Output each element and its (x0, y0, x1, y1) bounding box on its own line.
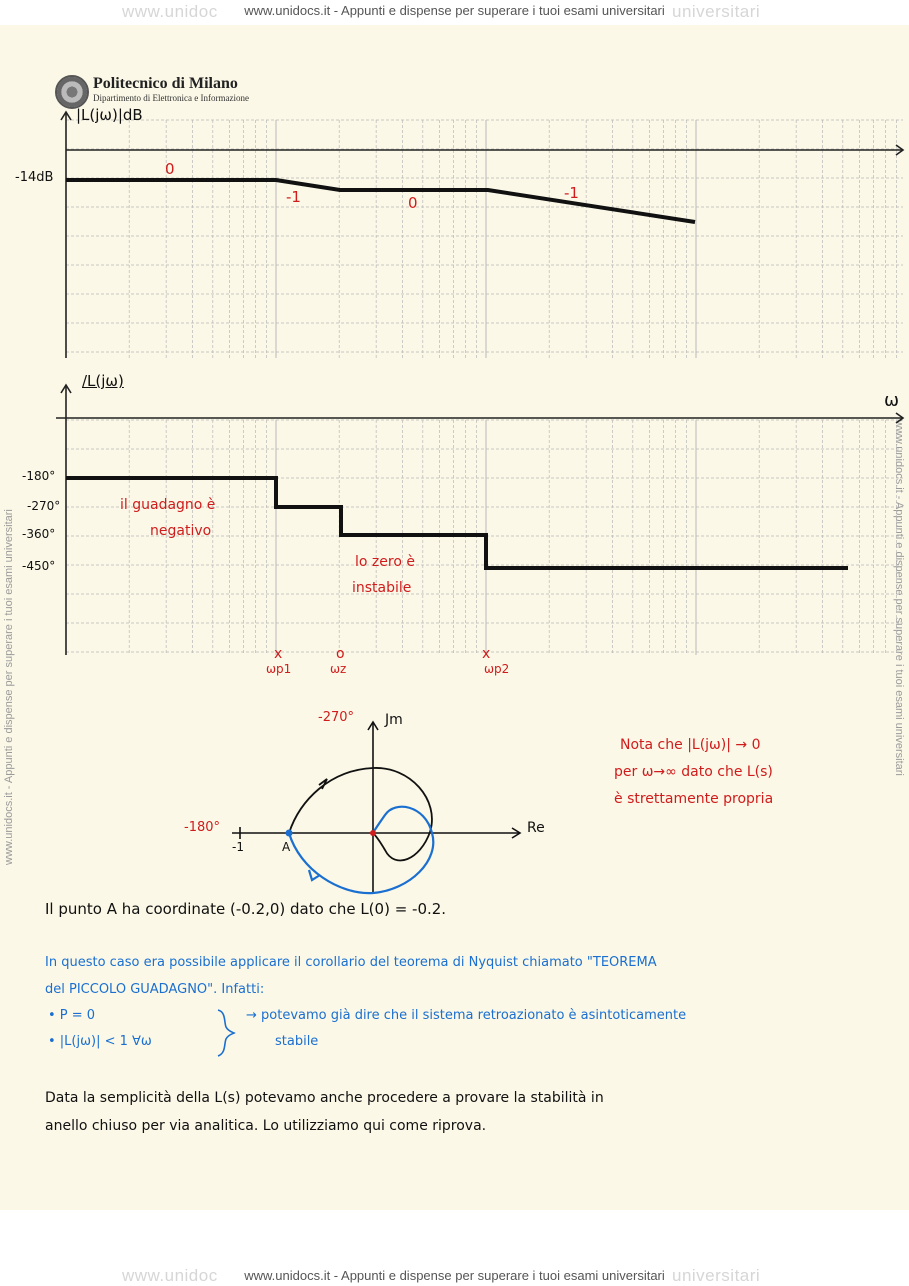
department-name: Dipartimento di Elettronica e Informazione (93, 93, 249, 103)
banner-ghost-left: www.unidoc (122, 2, 218, 21)
marker-label-p1: ωp1 (266, 662, 292, 676)
magnitude-tick-label: -14dB (15, 170, 54, 185)
origin-dot (370, 830, 376, 836)
slope-label-2: -1 (286, 188, 301, 206)
blue-text-line1: In questo caso era possibile applicare il corollario del teorema di Nyquist chiamato "TEOREMA (45, 955, 657, 970)
banner-ghost-right: universitari (672, 2, 761, 21)
phase-tick-270: -270° (27, 499, 61, 513)
nyquist-axes (232, 722, 520, 893)
nyquist-left-angle: -180° (184, 820, 221, 835)
phase-tick-450: -450° (22, 559, 56, 573)
blue-conclusion-2: stabile (275, 1034, 319, 1049)
blue-text-line2: del PICCOLO GUADAGNO". Infatti: (45, 982, 265, 997)
marker-symbol-p1: x (274, 646, 283, 662)
point-a-dot (286, 830, 293, 837)
blue-conclusion-1: → potevamo già dire che il sistema retroazionato è asintoticamente (246, 1008, 687, 1023)
nyquist-top-angle: -270° (318, 710, 355, 725)
slope-label-1: 0 (165, 160, 175, 178)
phase-axes (56, 385, 903, 655)
nyquist-point-a-label: A (282, 840, 291, 854)
blue-condition-1: • P = 0 (48, 1008, 96, 1023)
blue-condition-2: • |L(jω)| < 1 ∀ω (48, 1034, 152, 1049)
bottom-ghost-left: www.unidoc (122, 1266, 218, 1285)
final-text-line2: anello chiuso per via analitica. Lo utilizziamo qui come riprova. (45, 1118, 487, 1134)
bottom-ghost-right: universitari (672, 1266, 761, 1285)
nyquist-minus-one: -1 (232, 840, 244, 854)
institution-name: Politecnico di Milano (93, 75, 238, 92)
point-a-text: Il punto A ha coordinate (-0.2,0) dato che L(0) = -0.2. (45, 900, 447, 918)
nyquist-black-branch (289, 768, 432, 861)
zero-note-line1: lo zero è (355, 554, 415, 570)
zero-note-line2: instabile (352, 580, 412, 596)
red-note-line3: è strettamente propria (614, 791, 774, 807)
marker-label-z: ωz (330, 662, 347, 676)
bode-grid (66, 120, 903, 655)
red-note-line2: per ω→∞ dato che L(s) (614, 764, 773, 780)
magnitude-axis-label: |L(jω)|dB (76, 106, 143, 124)
marker-label-p2: ωp2 (484, 662, 510, 676)
side-watermark-right: www.unidocs.it - Appunti e dispense per superare i tuoi esami universitari (893, 420, 905, 776)
marker-symbol-z: o (336, 646, 345, 662)
slope-label-3: 0 (408, 194, 418, 212)
gain-note-line1: il guadagno è (120, 497, 216, 513)
side-watermark-left: www.unidocs.it - Appunti e dispense per superare i tuoi esami universitari (3, 509, 15, 865)
red-note-line1: Nota che |L(jω)| → 0 (620, 737, 761, 753)
bottom-banner: www.unidocs.it - Appunti e dispense per superare i tuoi esami universitari (244, 1268, 665, 1283)
phase-axis-label: /L(jω) (82, 372, 124, 390)
brace-icon (218, 1010, 234, 1056)
nyquist-im-label: Jm (385, 712, 403, 728)
phase-tick-360: -360° (22, 527, 56, 541)
nyquist-blue-branch (289, 807, 433, 893)
gain-note-line2: negativo (150, 523, 212, 539)
final-text-line1: Data la semplicità della L(s) potevamo anche procedere a provare la stabilità in (45, 1090, 604, 1106)
nyquist-re-label: Re (527, 820, 545, 836)
marker-symbol-p2: x (482, 646, 491, 662)
top-banner: www.unidocs.it - Appunti e dispense per superare i tuoi esami universitari (244, 3, 665, 18)
omega-axis-label: ω (884, 390, 900, 411)
magnitude-curve (66, 180, 695, 222)
slope-label-4: -1 (564, 184, 579, 202)
phase-tick-180: -180° (22, 469, 56, 483)
